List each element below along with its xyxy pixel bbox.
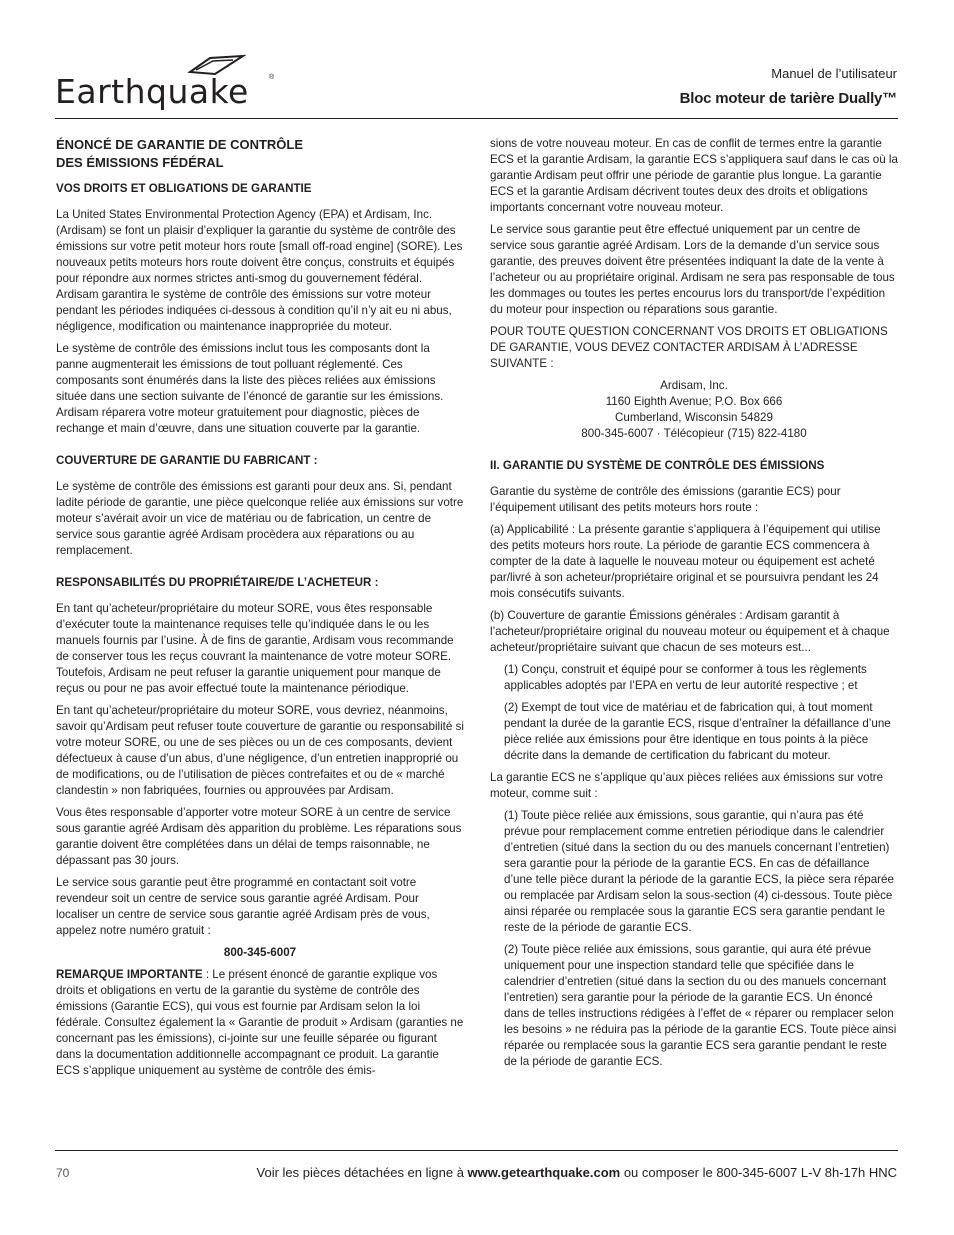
page-number: 70 [56, 1166, 70, 1180]
header-manual-label: Manuel de l’utilisateur [771, 66, 897, 81]
paragraph: Vous êtes responsable d’apporter votre moteur SORE à un centre de service sous garantie agréé Ardisam dès apparition du problème. Les réparations sous garantie doivent être complétées dans un délai de temps raisonnable, ne dépassant pas 30 jours. [56, 806, 462, 867]
paragraph: (1) Conçu, construit et équipé pour se conformer à tous les règlements applicables adoptés par l’EPA en vertu de leur autorité respective ; et [504, 663, 867, 692]
paragraph: sions de votre nouveau moteur. En cas de conflit de termes entre la garantie ECS et la garantie Ardisam, la garantie ECS s’appliquera sauf dans le cas où la garantie Ardisam peut offrir une période de garantie plus longue. La garantie ECS et la garantie Ardisam décrivent toutes deux des droits et obligations importants concernant votre nouveau moteur. [490, 137, 898, 214]
paragraph: Garantie du système de contrôle des émissions (garantie ECS) pour l’équipement utilisant des petits moteurs hors route : [490, 485, 841, 514]
heading-coverage: COUVERTURE DE GARANTIE DU FABRICANT : [56, 454, 318, 467]
paragraph: La United States Environmental Protection Agency (EPA) et Ardisam, Inc. (Ardisam) se font un plaisir d’expliquer la garantie du système de contrôle des émissions sur votre petit moteur hors route [small off-road engine] (SORE). Les nouveaux petits moteurs hors route doivent être conçus, construits et équipés pour répondre aux normes strictes anti-smog du gouvernement fédéral. Ardisam garantira le système de contrôle des émissions sur votre moteur pendant les périodes indiquées ci-dessous à condition qu’il n’y ait eu ni abus, négligence, modification ou maintenance inappropriée du moteur. [56, 208, 463, 333]
paragraph: (2) Toute pièce reliée aux émissions, sous garantie, qui aura été prévue uniquement pour une inspection standard telle que spécifiée dans le calendrier d’entretien (situé dans la section du ou des manuels concernant l’entretien) sera garantie pour la période de la garantie ECS. Un énoncé dans de telles instructions rédigées à l’effet de « réparer ou remplacer selon les besoins » ne réduira pas la période de la garantie ECS. Toute pièce ainsi réparée ou remplacée sous la garantie ECS sera garantie pendant le reste de la période de garantie ECS. [504, 943, 897, 1068]
earthquake-logo [55, 52, 275, 112]
header-product-title: Bloc moteur de tarière Dually™ [679, 90, 897, 107]
note-text: : Le présent énoncé de garantie explique vos droits et obligations en vertu de la garantie du système de contrôle des émissions (Garantie ECS), qui vous est fournie par Ardisam selon la loi fédérale. Consultez également la « Garantie de produit » Ardisam (garanties ne concernant pas les émissions), ci-jointe sur une feuille séparée ou figurant dans la documentation additionnelle accompagnant ce produit. La garantie ECS s’applique uniquement au système de contrôle des émis- [56, 968, 464, 1077]
address-line: 800-345-6007 · Télécopieur (715) 822-4180 [581, 427, 807, 440]
right-column [490, 136, 898, 1076]
paragraph: En tant qu’acheteur/propriétaire du moteur SORE, vous êtes responsable d’exécuter toute la maintenance requises telle qu’indiquée dans le ou les manuels fournis par l’usine. À de fins de garantie, Ardisam vous recommande de conserver tous les reçus couvrant la maintenance de votre moteur SORE. Toutefois, Ardisam ne peut refuser la garantie uniquement pour manque de reçus ou pour ne pas avoir effectué toute la maintenance périodique. [56, 602, 454, 695]
important-note [56, 967, 464, 1079]
paragraph: Le service sous garantie peut être programmé en contactant soit votre revendeur soit un centre de service sous garantie agréé Ardisam. Pour localiser un centre de service sous garantie agréé Ardisam près de vous, appelez notre numéro gratuit : [56, 876, 430, 937]
paragraph: La garantie ECS ne s’applique qu’aux pièces reliées aux émissions sur votre moteur, comme suit : [490, 771, 884, 800]
paragraph: POUR TOUTE QUESTION CONCERNANT VOS DROITS ET OBLIGATIONS DE GARANTIE, VOUS DEVEZ CONTACTER ARDISAM À L’ADRESSE SUIVANTE : [490, 325, 888, 370]
address-line: Ardisam, Inc. [660, 379, 728, 392]
paragraph: Le système de contrôle des émissions inclut tous les composants dont la panne augmenterait les émissions de tout polluant réglementé. Ces composants sont énumérés dans la liste des pièces reliées aux émissions située dans une section suivante de l’énoncé de garantie sur les émissions. Ardisam réparera votre moteur gratuitement pour diagnostic, pièces de rechange et main d’œuvre, dans une situation couverte par la garantie. [56, 342, 444, 435]
paragraph: Le service sous garantie peut être effectué uniquement par un centre de service sous garantie agréé Ardisam. Lors de la demande d’un service sous garantie, des preuves doivent être présentées indiquant la date de la vente à l’acheteur ou au propriétaire original. Ardisam ne sera pas responsable de tous les dommages ou toutes les pertes encourus lors du transport/de l’expédition du moteur pour inspection ou réparations sous garantie. [490, 223, 895, 316]
registered-mark: ® [269, 74, 275, 81]
left-column [56, 136, 464, 1085]
paragraph: (a) Applicabilité : La présente garantie s’appliquera à l’équipement qui utilise des petits moteurs hors route. La période de garantie ECS commencera à compter de la date à laquelle le nouveau moteur ou équipement est acheté par/livré à son acheteur/propriétaire original et se poursuivra pendant les 24 mois consécutifs suivants. [490, 523, 881, 600]
heading-ecs: II. GARANTIE DU SYSTÈME DE CONTRÔLE DES ÉMISSIONS [490, 459, 825, 472]
address-block [490, 378, 898, 442]
heading-rights: VOS DROITS ET OBLIGATIONS DE GARANTIE [56, 182, 312, 195]
paragraph: (b) Couverture de garantie Émissions générales : Ardisam garantit à l’acheteur/propriétaire original du nouveau moteur ou équipement et à chaque acheteur/propriétaire suivant que chacun de ses moteurs est... [490, 609, 890, 654]
address-line: Cumberland, Wisconsin 54829 [615, 411, 773, 424]
paragraph: Le système de contrôle des émissions est garanti pour deux ans. Si, pendant ladite période de garantie, une pièce quelconque reliée aux émissions sur votre moteur s’avérait avoir un vice de matériau ou de fabrication, un centre de service sous garantie agréé Ardisam procèdera aux réparations ou au remplacement. [56, 480, 464, 557]
footer-divider [55, 1150, 898, 1151]
header-divider [55, 118, 898, 119]
paragraph: (2) Exempt de tout vice de matériau et de fabrication qui, à tout moment pendant la durée de la garantie ECS, risque d’entraîner la défaillance d’une pièce reliée aux émissions pour être identique en tous points à la pièce décrite dans la demande de certification du fabricant du moteur. [504, 701, 891, 762]
website-link[interactable]: www.getearthquake.com [467, 1165, 621, 1180]
section-title: ÉNONCÉ DE GARANTIE DE CONTRÔLE DES ÉMISSIONS FÉDÉRAL [56, 137, 304, 170]
logo-wordmark: Earthquake [55, 72, 249, 111]
address-line: 1160 Eighth Avenue; P.O. Box 666 [605, 395, 783, 408]
paragraph: (1) Toute pièce reliée aux émissions, sous garantie, qui n’aura pas été prévue pour remplacement comme entretien périodique dans le calendrier d’entretien (situé dans la section du ou des manuels concernant l’entretien) sera garantie pour la période de la garantie ECS. En cas de défaillance d’une telle pièce durant la période de la garantie ECS, la pièce sera réparée ou remplacée par Ardisam selon la sous-section (4) ci-dessous. Toute pièce ainsi réparée ou remplacée sous la garantie ECS sera garantie pendant le reste de la période de garantie ECS. [504, 809, 894, 934]
heading-owner: RESPONSABILITÉS DU PROPRIÉTAIRE/DE L’ACHETEUR : [56, 576, 379, 589]
paragraph: En tant qu’acheteur/propriétaire du moteur SORE, vous devriez, néanmoins, savoir qu’Ardisam peut refuser toute couverture de garantie ou responsabilité si votre moteur SORE, ou une de ses pièces ou un de ces composants, devient défectueux à cause d’un abus, d’une négligence, d’un entretien inapproprié ou de modifications, ou de l’utilisation de pièces contrefaites et ou de « marché clandestin » non fabriquées, fournies ou approuvées par Ardisam. [56, 704, 464, 797]
footer-text: Voir les pièces détachées en ligne à www.getearthquake.com ou composer le 800-345-6007 L-V 8h-17h HNC [256, 1165, 897, 1180]
phone-number: 800-345-6007 [223, 946, 297, 959]
note-label: REMARQUE IMPORTANTE [56, 968, 203, 981]
